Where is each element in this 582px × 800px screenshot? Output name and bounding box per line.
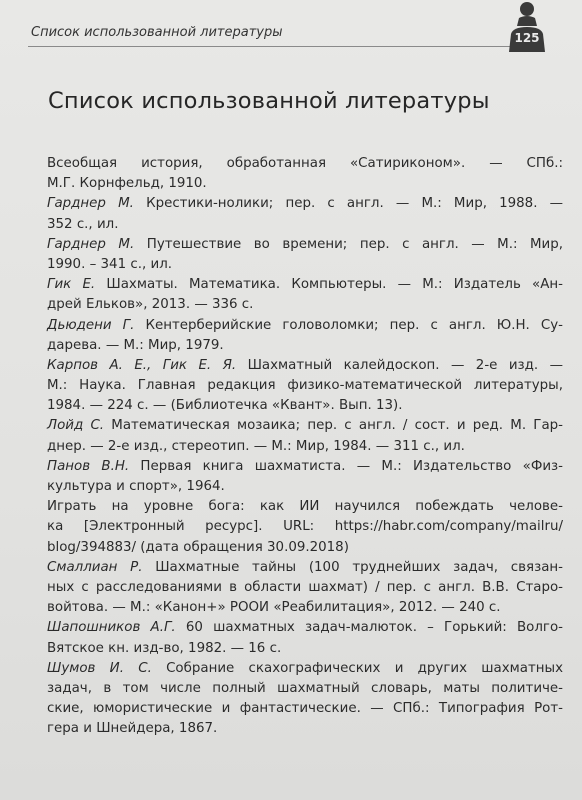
reference-line — [47, 376, 563, 396]
reference-line — [47, 538, 563, 558]
reference-author: Карпов А. Е., Гик Е. Я. — [47, 357, 237, 373]
reference-line — [47, 618, 563, 638]
page-title: Список использованной литературы — [48, 88, 490, 114]
reference-text: Всеобщая история, обработанная «Сатириконом». — СПб.: — [47, 156, 563, 171]
reference-entry — [47, 194, 563, 234]
reference-author: Смаллиан Р. — [47, 559, 143, 575]
header-rule — [28, 46, 510, 47]
reference-line — [47, 437, 563, 457]
reference-line — [47, 356, 563, 376]
reference-author: Шапошников А.Г. — [47, 620, 176, 636]
reference-line — [47, 154, 563, 174]
reference-text: Шахматные тайны (100 труднейших задач, связан- — [142, 559, 563, 575]
reference-author: Лойд С. — [47, 418, 105, 434]
reference-line — [47, 659, 563, 679]
reference-line — [47, 316, 563, 336]
reference-line — [47, 699, 563, 719]
reference-author: Дьюдени Г. — [47, 317, 135, 333]
reference-text: Крестики-нолики; пер. с англ. — М.: Мир, 1988. — — [133, 196, 564, 212]
reference-line — [47, 457, 563, 477]
reference-entry — [47, 618, 563, 658]
reference-line — [47, 396, 563, 416]
reference-line — [47, 295, 563, 315]
reference-author: Шумов И. С. — [47, 660, 152, 676]
reference-text: Кентерберийские головоломки; пер. с англ. Ю.Н. Су- — [134, 317, 563, 333]
reference-line — [47, 416, 563, 436]
reference-text: ных с расследованиями в области шахмат) / пер. с англ. В.В. Старо- — [47, 579, 563, 595]
reference-text: Математическая мозаика; пер. с англ. / сост. и ред. М. Гар- — [104, 418, 564, 434]
reference-entry — [47, 416, 563, 456]
reference-line — [47, 174, 563, 194]
reference-line — [47, 336, 563, 356]
reference-line — [47, 275, 563, 295]
reference-text: 352 с., ил. — [47, 216, 119, 232]
page-number: 125 — [514, 31, 540, 45]
reference-author: Гик Е. — [47, 277, 96, 293]
reference-line — [47, 679, 563, 699]
reference-line — [47, 215, 563, 235]
reference-line — [47, 517, 563, 537]
reference-entry — [47, 497, 563, 558]
running-header: Список использованной литературы — [31, 25, 283, 40]
reference-line — [47, 598, 563, 618]
reference-text: Вятское кн. изд-во, 1982. — 16 с. — [47, 640, 282, 656]
reference-entry — [47, 558, 563, 619]
reference-text: Собрание скахографических и других шахматных — [151, 660, 563, 676]
reference-entry — [47, 659, 563, 740]
reference-line — [47, 255, 563, 275]
reference-entry — [47, 356, 563, 417]
reference-line — [47, 578, 563, 598]
reference-text: Путешествие во времени; пер. с англ. — М.: Мир, — [134, 236, 564, 252]
reference-text: задач, в том числе полный шахматный словарь, маты политиче- — [47, 680, 563, 696]
reference-line — [47, 719, 563, 739]
reference-entry — [47, 275, 563, 315]
reference-author: Гарднер М. — [47, 236, 135, 252]
reference-text: М.Г. Корнфельд, 1910. — [47, 176, 207, 192]
reference-line — [47, 235, 563, 255]
reference-list — [47, 154, 563, 739]
reference-line — [47, 194, 563, 214]
reference-text: дарева. — М.: Мир, 1979. — [47, 337, 224, 353]
reference-line — [47, 639, 563, 659]
reference-line — [47, 558, 563, 578]
reference-text: 1990. – 341 с., ил. — [47, 256, 173, 272]
reference-text: 60 шахматных задач-малюток. – Горький: Волго- — [175, 620, 563, 636]
reference-text: ка [Электронный ресурс]. URL: https://habr.com/company/mailru/ — [47, 519, 563, 535]
reference-entry — [47, 154, 563, 194]
reference-author: Панов В.Н. — [47, 458, 130, 474]
reference-text: Первая книга шахматиста. — М.: Издательство «Физ- — [129, 458, 563, 474]
reference-line — [47, 477, 563, 497]
reference-text: blog/394883/ (дата обращения 30.09.2018) — [47, 539, 349, 555]
reference-text: культура и спорт», 1964. — [47, 479, 225, 494]
reference-text: гера и Шнейдера, 1867. — [47, 721, 218, 737]
reference-line — [47, 497, 563, 517]
reference-text: 1984. — 224 с. — (Библиотечка «Квант». Вып. 13). — [47, 398, 403, 414]
reference-text: ские, юмористические и фантастические. — СПб.: Типография Рот- — [47, 701, 563, 717]
reference-entry — [47, 316, 563, 356]
reference-text: днер. — 2-е изд., стереотип. — М.: Мир, 1984. — 311 с., ил. — [47, 438, 465, 454]
reference-entry — [47, 235, 563, 275]
reference-text: М.: Наука. Главная редакция физико-математической литературы, — [47, 378, 563, 394]
reference-text: войтова. — М.: «Канон+» РООИ «Реабилитация», 2012. — 240 с. — [47, 600, 501, 616]
reference-text: дрей Ельков», 2013. — 336 с. — [47, 297, 254, 313]
reference-entry — [47, 457, 563, 497]
reference-author: Гарднер М. — [47, 196, 134, 212]
reference-text: Играть на уровне бога: как ИИ научился побеждать челове- — [47, 499, 563, 515]
reference-text: Шахматный калейдоскоп. — 2-е изд. — — [236, 357, 563, 373]
reference-text: Шахматы. Математика. Компьютеры. — М.: Издатель «Ан- — [95, 277, 564, 293]
